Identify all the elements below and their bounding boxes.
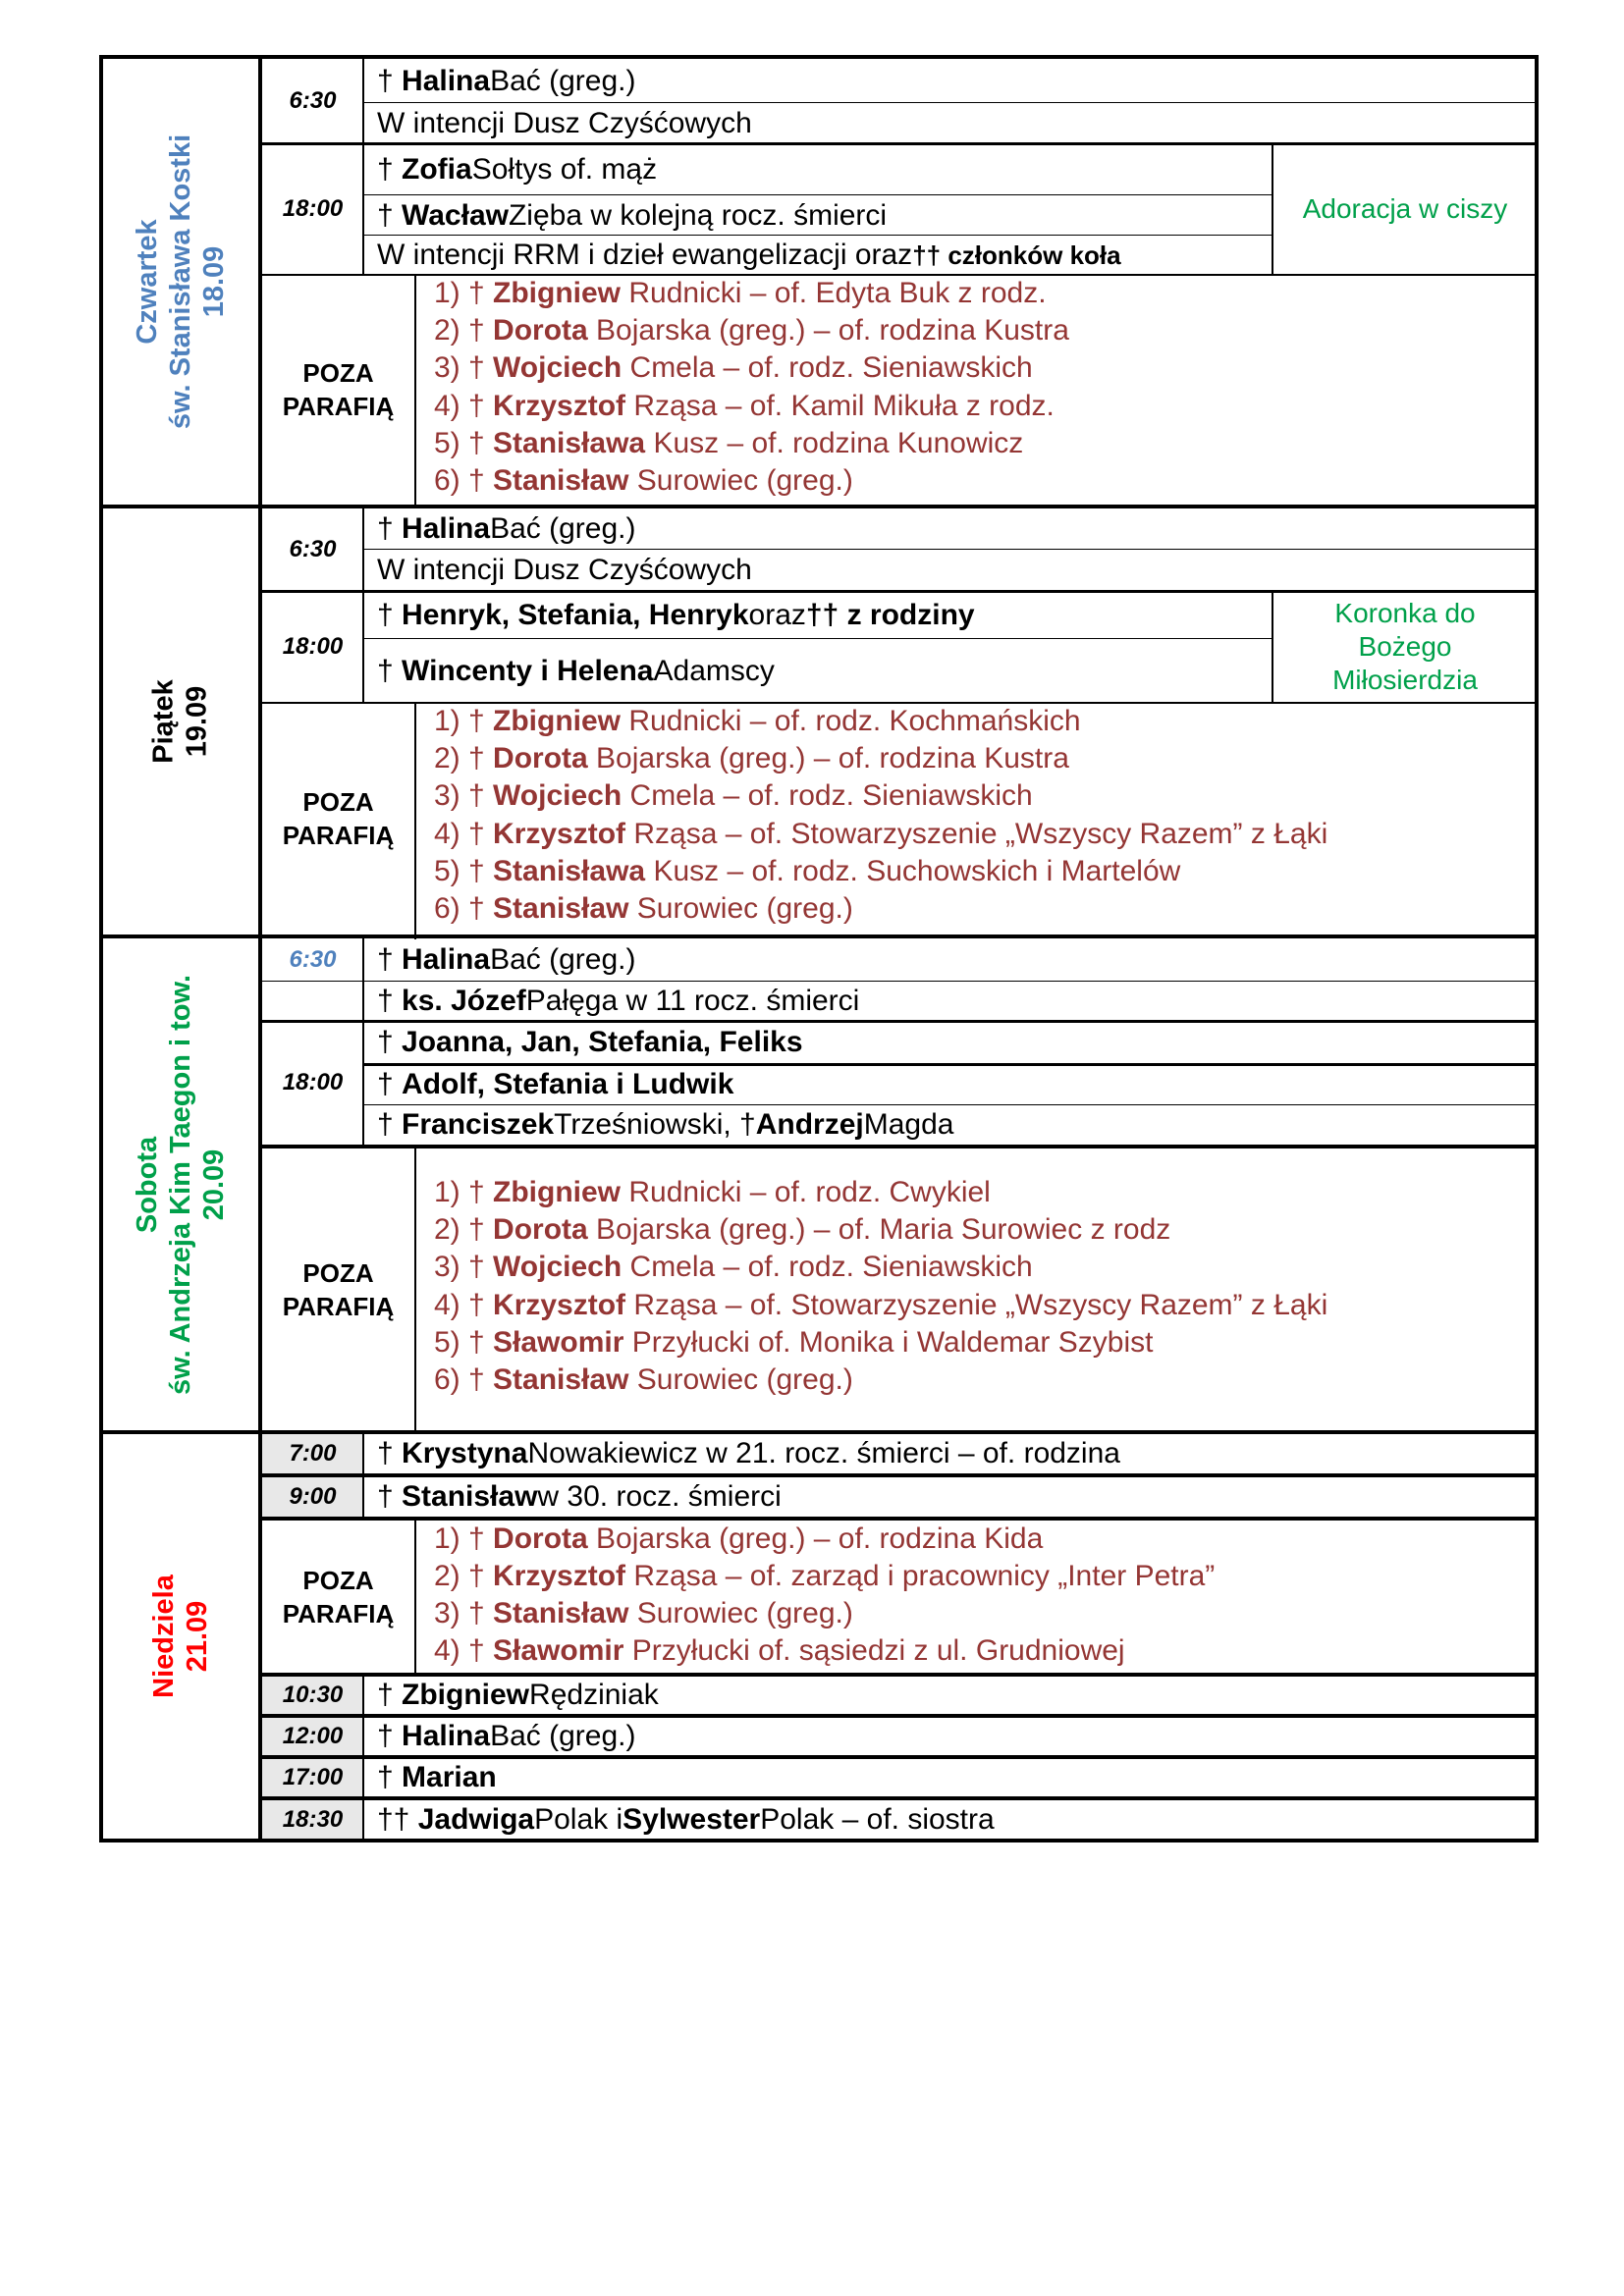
poza-parafia-list bbox=[418, 275, 1535, 505]
divider bbox=[363, 638, 1272, 639]
mass-intention: † Wacław Zięba w kolejną rocz. śmierci bbox=[377, 198, 888, 232]
mass-intention: † Krystyna Nowakiewicz w 21. rocz. śmierci – of. rodzina bbox=[377, 1437, 1120, 1469]
divider bbox=[363, 549, 1535, 550]
time-900: 9:00 bbox=[262, 1477, 363, 1517]
adoration-note: Adoracja w ciszy bbox=[1302, 193, 1508, 224]
list-item: 4) † Sławomir Przyłucki of. sąsiedzi z ul. Grudniowej bbox=[434, 1634, 1125, 1667]
mass-intention: † Stanisław w 30. rocz. śmierci bbox=[377, 1480, 782, 1513]
divider bbox=[262, 590, 1535, 593]
list-item: 3) † Stanisław Surowiec (greg.) bbox=[434, 1597, 853, 1629]
day-saint: św. Stanisława Kostki bbox=[165, 133, 196, 430]
day-label-saturday bbox=[103, 938, 258, 1430]
list-item: 3) † Wojciech Cmela – of. rodz. Sieniawskich bbox=[434, 1251, 1033, 1283]
divider bbox=[363, 1063, 1535, 1066]
poza-parafia-list bbox=[418, 703, 1535, 934]
time-1800: 18:00 bbox=[282, 1069, 344, 1095]
day-name: Piątek bbox=[147, 679, 180, 764]
time-1800: 18:00 bbox=[282, 633, 344, 660]
divider bbox=[1272, 591, 1273, 703]
divider bbox=[362, 508, 364, 703]
poza-parafia-list bbox=[418, 1148, 1535, 1430]
mass-intention: † Henryk, Stefania, Henryk oraz †† z rodziny bbox=[377, 598, 975, 631]
divider bbox=[363, 194, 1272, 195]
day-date: 20.09 bbox=[198, 1148, 230, 1220]
list-item: 5) † Stanisława Kusz – of. rodzina Kunowicz bbox=[434, 427, 1024, 459]
divider bbox=[363, 1104, 1535, 1105]
divider bbox=[103, 934, 1535, 938]
time-630: 6:30 bbox=[289, 87, 337, 114]
day-label-sunday bbox=[103, 1434, 258, 1839]
list-item: 4) † Krzysztof Rząsa – of. Kamil Mikuła z rodz. bbox=[434, 390, 1055, 422]
mass-intention: W intencji Dusz Czyśćowych bbox=[377, 554, 752, 586]
mass-intention: † Marian bbox=[377, 1761, 497, 1793]
mass-intention: † Halina Bać (greg.) bbox=[377, 943, 636, 976]
mass-intention: † Halina Bać (greg.) bbox=[377, 1720, 636, 1752]
mass-intention: † Zofia Sołtys of. mąż bbox=[377, 152, 658, 186]
mass-intention: W intencji RRM i dzieł ewangelizacji oraz †† członków koła bbox=[377, 239, 1121, 271]
list-item: 6) † Stanisław Surowiec (greg.) bbox=[434, 1363, 853, 1396]
divider bbox=[262, 702, 1535, 704]
time-1030: 10:30 bbox=[262, 1677, 363, 1714]
divider bbox=[262, 274, 1535, 276]
divider bbox=[262, 1714, 1535, 1718]
divider bbox=[262, 981, 1535, 982]
list-item: 2) † Dorota Bojarska (greg.) – of. Maria Surowiec z rodz bbox=[434, 1213, 1171, 1246]
mass-intention: W intencji Dusz Czyśćowych bbox=[377, 106, 752, 139]
divider bbox=[362, 1434, 364, 1521]
divider bbox=[414, 1145, 416, 1430]
mass-intention: †† Jadwiga Polak i Sylwester Polak – of. siostra bbox=[377, 1802, 995, 1836]
mass-intention: † Adolf, Stefania i Ludwik bbox=[377, 1068, 734, 1100]
list-item: 1) † Zbigniew Rudnicki – of. rodz. Kochmańskich bbox=[434, 705, 1081, 737]
divider bbox=[1272, 143, 1273, 275]
mass-intention: † Halina Bać (greg.) bbox=[377, 64, 636, 97]
list-item: 2) † Krzysztof Rząsa – of. zarząd i pracownicy „Inter Petra” bbox=[434, 1560, 1216, 1592]
mass-schedule-table bbox=[99, 55, 1539, 1842]
mass-intention: † Franciszek Trześniowski, † Andrzej Magda bbox=[377, 1108, 954, 1141]
time-1830: 18:30 bbox=[262, 1800, 363, 1839]
divider bbox=[262, 142, 1535, 145]
mass-intention: † Halina Bać (greg.) bbox=[377, 512, 636, 545]
list-item: 3) † Wojciech Cmela – of. rodz. Sieniawskich bbox=[434, 351, 1033, 384]
poza-parafia-label: POZA PARAFIĄ bbox=[282, 358, 395, 421]
divider bbox=[363, 235, 1272, 236]
divider bbox=[262, 1473, 1535, 1477]
time-700: 7:00 bbox=[262, 1434, 363, 1473]
divider bbox=[262, 1145, 1535, 1148]
list-item: 1) † Zbigniew Rudnicki – of. rodz. Cwykiel bbox=[434, 1176, 991, 1208]
divider bbox=[362, 938, 364, 1148]
poza-parafia-label: POZA PARAFIĄ bbox=[282, 787, 395, 850]
mass-intention: † Wincenty i Helena Adamscy bbox=[377, 654, 775, 687]
list-item: 5) † Sławomir Przyłucki of. Monika i Waldemar Szybist bbox=[434, 1326, 1154, 1359]
day-name: Sobota bbox=[132, 1136, 163, 1233]
list-item: 6) † Stanisław Surowiec (greg.) bbox=[434, 464, 853, 497]
mass-intention: † ks. Józef Pałęga w 11 rocz. śmierci bbox=[377, 985, 860, 1017]
poza-parafia-label: POZA PARAFIĄ bbox=[282, 1565, 395, 1629]
divider bbox=[262, 1020, 1535, 1023]
divider bbox=[103, 505, 1535, 508]
list-item: 6) † Stanisław Surowiec (greg.) bbox=[434, 892, 853, 925]
chaplet-note: Koronka do Bożego Miłosierdzia bbox=[1332, 598, 1478, 695]
divider bbox=[414, 275, 416, 505]
divider bbox=[258, 59, 262, 1839]
list-item: 1) † Dorota Bojarska (greg.) – of. rodzina Kida bbox=[434, 1522, 1044, 1555]
mass-intention: † Zbigniew Rędziniak bbox=[377, 1679, 659, 1711]
day-name: Czwartek bbox=[132, 219, 163, 345]
divider bbox=[262, 1673, 1535, 1677]
day-label-thursday bbox=[103, 59, 258, 505]
time-630: 6:30 bbox=[289, 946, 337, 973]
list-item: 2) † Dorota Bojarska (greg.) – of. rodzina Kustra bbox=[434, 314, 1069, 347]
time-1700: 17:00 bbox=[262, 1759, 363, 1796]
day-name: Niedziela bbox=[148, 1575, 180, 1698]
day-label-friday bbox=[103, 508, 258, 934]
list-item: 4) † Krzysztof Rząsa – of. Stowarzyszenie „Wszyscy Razem” z Łąki bbox=[434, 1289, 1328, 1321]
divider bbox=[362, 59, 364, 275]
divider bbox=[363, 102, 1535, 103]
list-item: 2) † Dorota Bojarska (greg.) – of. rodzina Kustra bbox=[434, 742, 1069, 774]
day-saint: św. Andrzeja Kim Taegon i tow. bbox=[165, 974, 196, 1395]
list-item: 1) † Zbigniew Rudnicki – of. Edyta Buk z rodz. bbox=[434, 277, 1047, 309]
day-date: 19.09 bbox=[181, 685, 213, 758]
time-1800: 18:00 bbox=[282, 195, 344, 222]
divider bbox=[414, 703, 416, 939]
mass-intention: † Joanna, Jan, Stefania, Feliks bbox=[377, 1026, 803, 1058]
list-item: 5) † Stanisława Kusz – of. rodz. Suchowskich i Martelów bbox=[434, 855, 1181, 887]
divider bbox=[262, 1755, 1535, 1759]
poza-parafia-label: POZA PARAFIĄ bbox=[282, 1257, 395, 1321]
time-630: 6:30 bbox=[289, 536, 337, 562]
divider bbox=[414, 1521, 416, 1673]
divider bbox=[262, 1517, 1535, 1521]
divider bbox=[103, 1430, 1535, 1434]
list-item: 3) † Wojciech Cmela – of. rodz. Sieniawskich bbox=[434, 779, 1033, 812]
time-1200: 12:00 bbox=[262, 1718, 363, 1755]
divider bbox=[262, 1796, 1535, 1800]
day-date: 18.09 bbox=[198, 245, 230, 318]
day-date: 21.09 bbox=[182, 1600, 213, 1673]
list-item: 4) † Krzysztof Rząsa – of. Stowarzyszenie „Wszyscy Razem” z Łąki bbox=[434, 818, 1328, 850]
poza-parafia-list bbox=[418, 1521, 1535, 1673]
